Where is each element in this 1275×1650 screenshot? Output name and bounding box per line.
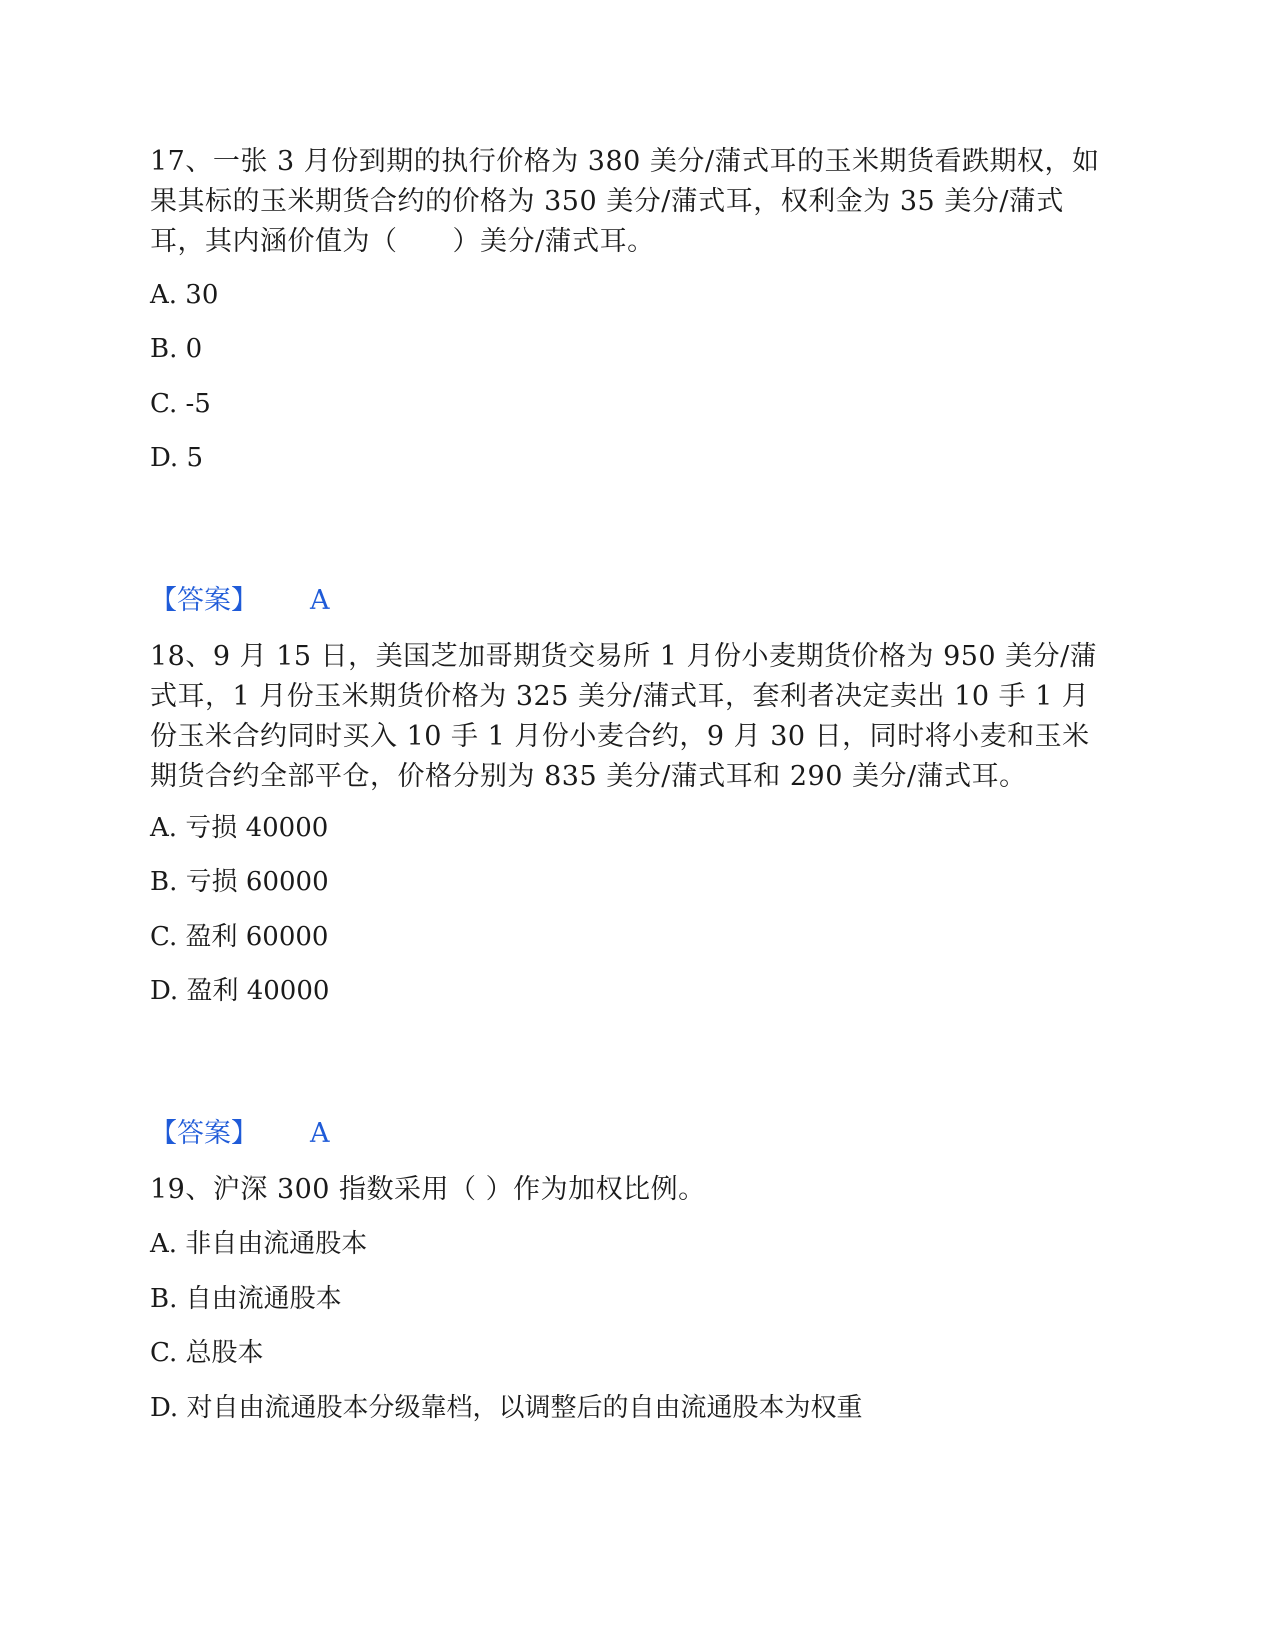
question-18-option-d: D. 盈利 40000 xyxy=(150,976,330,1006)
question-18-option-b: B. 亏损 60000 xyxy=(150,867,329,897)
answer-value: A xyxy=(310,1118,330,1149)
question-18-option-c: C. 盈利 60000 xyxy=(150,922,329,952)
question-19-option-b: B. 自由流通股本 xyxy=(150,1284,342,1314)
answer-value: A xyxy=(310,585,330,616)
question-stem-text: 19、沪深 300 指数采用（ ）作为加权比例。 xyxy=(150,1174,706,1205)
question-19-stem xyxy=(150,1170,1110,1210)
question-17-option-d: D. 5 xyxy=(150,443,203,473)
question-17-stem xyxy=(150,142,1110,262)
question-17-option-a: A. 30 xyxy=(150,280,219,310)
question-19-option-c: C. 总股本 xyxy=(150,1338,264,1368)
question-19-option-d: D. 对自由流通股本分级靠档，以调整后的自由流通股本为权重 xyxy=(150,1393,863,1423)
question-18-stem xyxy=(150,637,1110,797)
question-17-option-b: B. 0 xyxy=(150,334,203,364)
question-18-answer xyxy=(150,1116,330,1152)
answer-label: 【答案】 xyxy=(150,585,258,616)
question-stem-text: 17、一张 3 月份到期的执行价格为 380 美分/蒲式耳的玉米期货看跌期权，如果其标的玉米期货合约的价格为 350 美分/蒲式耳，权利金为 35 美分/蒲式耳，其内涵价值为（ ）美分/蒲式耳。 xyxy=(150,146,1100,257)
question-18-option-a: A. 亏损 40000 xyxy=(150,813,329,843)
question-19-option-a: A. 非自由流通股本 xyxy=(150,1229,368,1259)
answer-label: 【答案】 xyxy=(150,1118,258,1149)
question-17-option-c: C. -5 xyxy=(150,389,211,419)
question-17-answer xyxy=(150,583,330,619)
question-stem-text: 18、9 月 15 日，美国芝加哥期货交易所 1 月份小麦期货价格为 950 美分/蒲式耳，1 月份玉米期货价格为 325 美分/蒲式耳，套利者决定卖出 10 手 1 月份玉米合约同时买入 10 手 1 月份小麦合约，9 月 30 日，同时将小麦和玉米期货合约全部平仓，价格分别为 835 美分/蒲式耳和 290 美分/蒲式耳。 xyxy=(150,641,1098,792)
